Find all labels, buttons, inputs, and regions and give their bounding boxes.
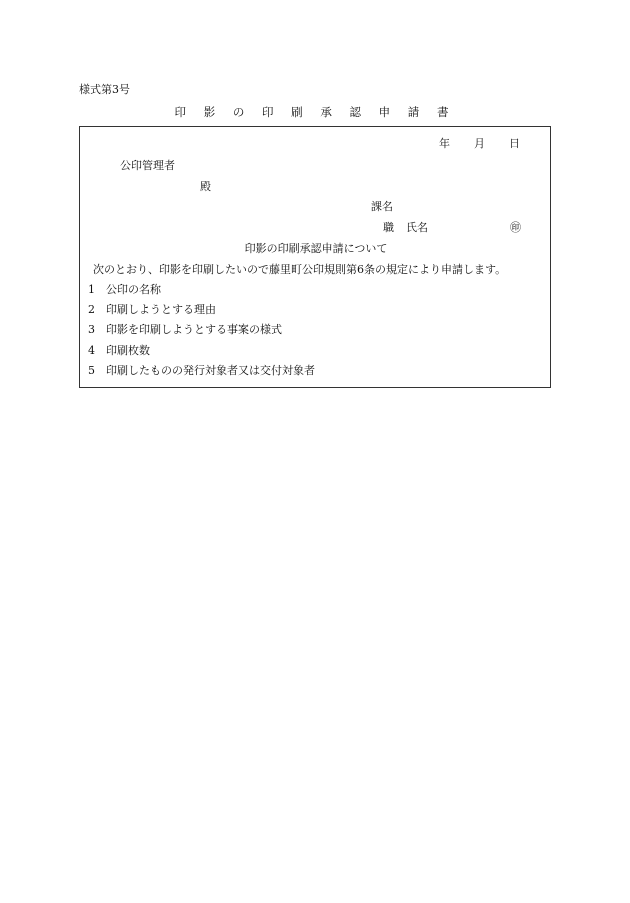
seal-mark: ㊞ bbox=[510, 221, 521, 234]
list-item bbox=[88, 362, 315, 378]
document-title: 印 影 の 印 刷 承 認 申 請 書 bbox=[174, 105, 456, 119]
list-item-text: 公印の名称 bbox=[106, 283, 161, 296]
list-item-number: 5 bbox=[88, 364, 95, 377]
subject-line: 印影の印刷承認申請について bbox=[244, 242, 388, 255]
addressee-honorific: 殿 bbox=[200, 180, 211, 193]
list-item-number: 2 bbox=[88, 303, 95, 316]
date-year-label: 年 bbox=[439, 137, 450, 150]
position-label: 職 bbox=[383, 221, 394, 234]
date-month-label: 月 bbox=[474, 137, 485, 150]
body-text: 次のとおり、印影を印刷したいので藤里町公印規則第6条の規定により申請します。 bbox=[93, 263, 507, 276]
list-item bbox=[88, 301, 216, 317]
list-item bbox=[88, 281, 161, 297]
section-name-label: 課名 bbox=[371, 200, 393, 213]
list-item-text: 印刷したものの発行対象者又は交付対象者 bbox=[106, 364, 315, 377]
list-item bbox=[88, 342, 150, 358]
application-form-frame bbox=[79, 126, 551, 388]
list-item-text: 印影を印刷しようとする事案の様式 bbox=[106, 323, 282, 336]
list-item-number: 4 bbox=[88, 344, 95, 357]
name-label: 氏名 bbox=[406, 221, 428, 234]
list-item bbox=[88, 321, 282, 337]
date-line bbox=[439, 135, 520, 151]
list-item-number: 1 bbox=[88, 283, 95, 296]
list-item-text: 印刷しようとする理由 bbox=[106, 303, 216, 316]
addressee-role: 公印管理者 bbox=[120, 159, 175, 172]
form-number: 様式第3号 bbox=[79, 83, 130, 96]
date-day-label: 日 bbox=[509, 137, 520, 150]
applicant-line bbox=[383, 219, 428, 235]
list-item-number: 3 bbox=[88, 323, 95, 336]
list-item-text: 印刷枚数 bbox=[106, 344, 150, 357]
